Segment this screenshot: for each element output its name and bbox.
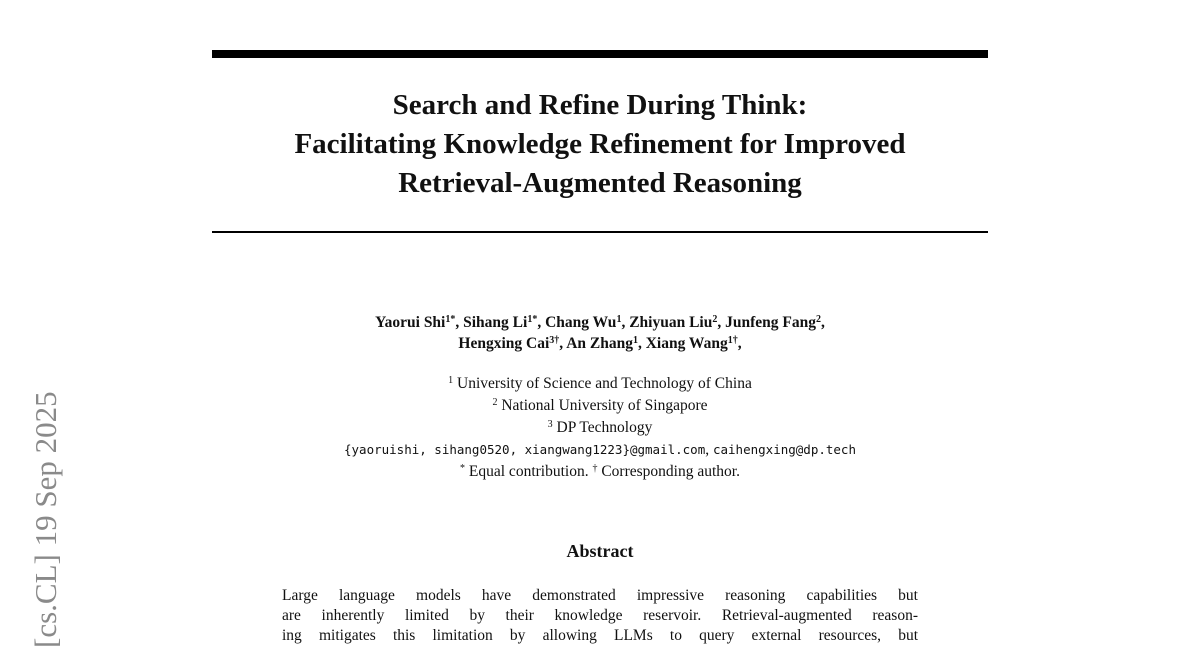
equal-contribution-note: Equal contribution.: [468, 463, 589, 480]
abstract-line: Large language models have demonstrated impressive reasoning capabilities but: [282, 587, 918, 604]
email-separator: ,: [705, 441, 710, 458]
author-name: An Zhang: [566, 335, 633, 352]
title-line-1: Search and Refine During Think:: [392, 89, 808, 121]
author-affil-mark: 1: [632, 335, 638, 346]
corresponding-author-note: Corresponding author.: [601, 463, 740, 480]
author-name: Sihang Li: [463, 314, 528, 331]
title-bottom-rule: [212, 231, 988, 233]
arxiv-side-stamp: [cs.CL] 19 Sep 2025: [28, 391, 63, 648]
author-name: Yaorui Shi: [375, 314, 446, 331]
note-mark: †: [592, 463, 598, 474]
affiliation-name: National University of Singapore: [501, 397, 708, 414]
affiliation-2: [212, 395, 988, 417]
affiliation-name: DP Technology: [556, 419, 653, 436]
affil-mark: 3: [547, 419, 553, 430]
author-line-1: Yaorui Shi$^{1*}$, Sihang $Li^{1*}$, Chang Wu$^1$, Zhiyuan Liu$^2$, Junfeng Fang$^2$,: [375, 314, 825, 331]
affil-mark: 2: [492, 397, 498, 408]
author-affil-mark: 3†: [549, 335, 560, 346]
affiliation-block: [212, 373, 988, 483]
author-affil-mark: 1*: [445, 314, 456, 325]
author-name: Xiang Wang: [645, 335, 728, 352]
author-affil-mark: 1†: [727, 335, 738, 346]
author-name: Junfeng Fang: [725, 314, 816, 331]
title-line-2: Facilitating Knowledge Refinement for Improved: [294, 128, 906, 160]
author-name: Hengxing Cai: [458, 335, 550, 352]
abstract-line: are inherently limited by their knowledge reservoir. Retrieval-augmented reason-: [282, 607, 918, 624]
author-name: Zhiyuan Liu: [629, 314, 713, 331]
title-line-3: Retrieval-Augmented Reasoning: [398, 167, 802, 199]
author-list: [212, 312, 988, 354]
author-line-2: Hengxing Cai$^{3\dagger}$, An Zhang$^1$, Xiang Wang$^{1\dagger}$,: [458, 335, 742, 352]
affiliation-3: [212, 417, 988, 439]
affiliation-1: [212, 373, 988, 395]
contribution-note: [212, 461, 988, 483]
author-name: Chang Wu: [545, 314, 617, 331]
email-group: {yaoruishi, sihang0520, xiangwang1223}@gmail.com: [344, 442, 706, 457]
author-affil-mark: 1*: [527, 314, 538, 325]
affil-mark: 1: [448, 375, 454, 386]
note-mark: *: [460, 463, 466, 474]
paper-title: [212, 86, 988, 203]
author-affil-mark: 2: [712, 314, 718, 325]
abstract-heading: Abstract: [566, 541, 634, 561]
abstract-body: [282, 586, 918, 646]
author-affil-mark: 1: [616, 314, 622, 325]
email-line: [212, 439, 988, 461]
title-top-rule: [212, 50, 988, 58]
author-affil-mark: 2: [815, 314, 821, 325]
affiliation-name: University of Science and Technology of China: [457, 375, 752, 392]
email-address: caihengxing@dp.tech: [712, 442, 856, 457]
abstract-line: ing mitigates this limitation by allowing LLMs to query external resources, but: [282, 627, 918, 644]
